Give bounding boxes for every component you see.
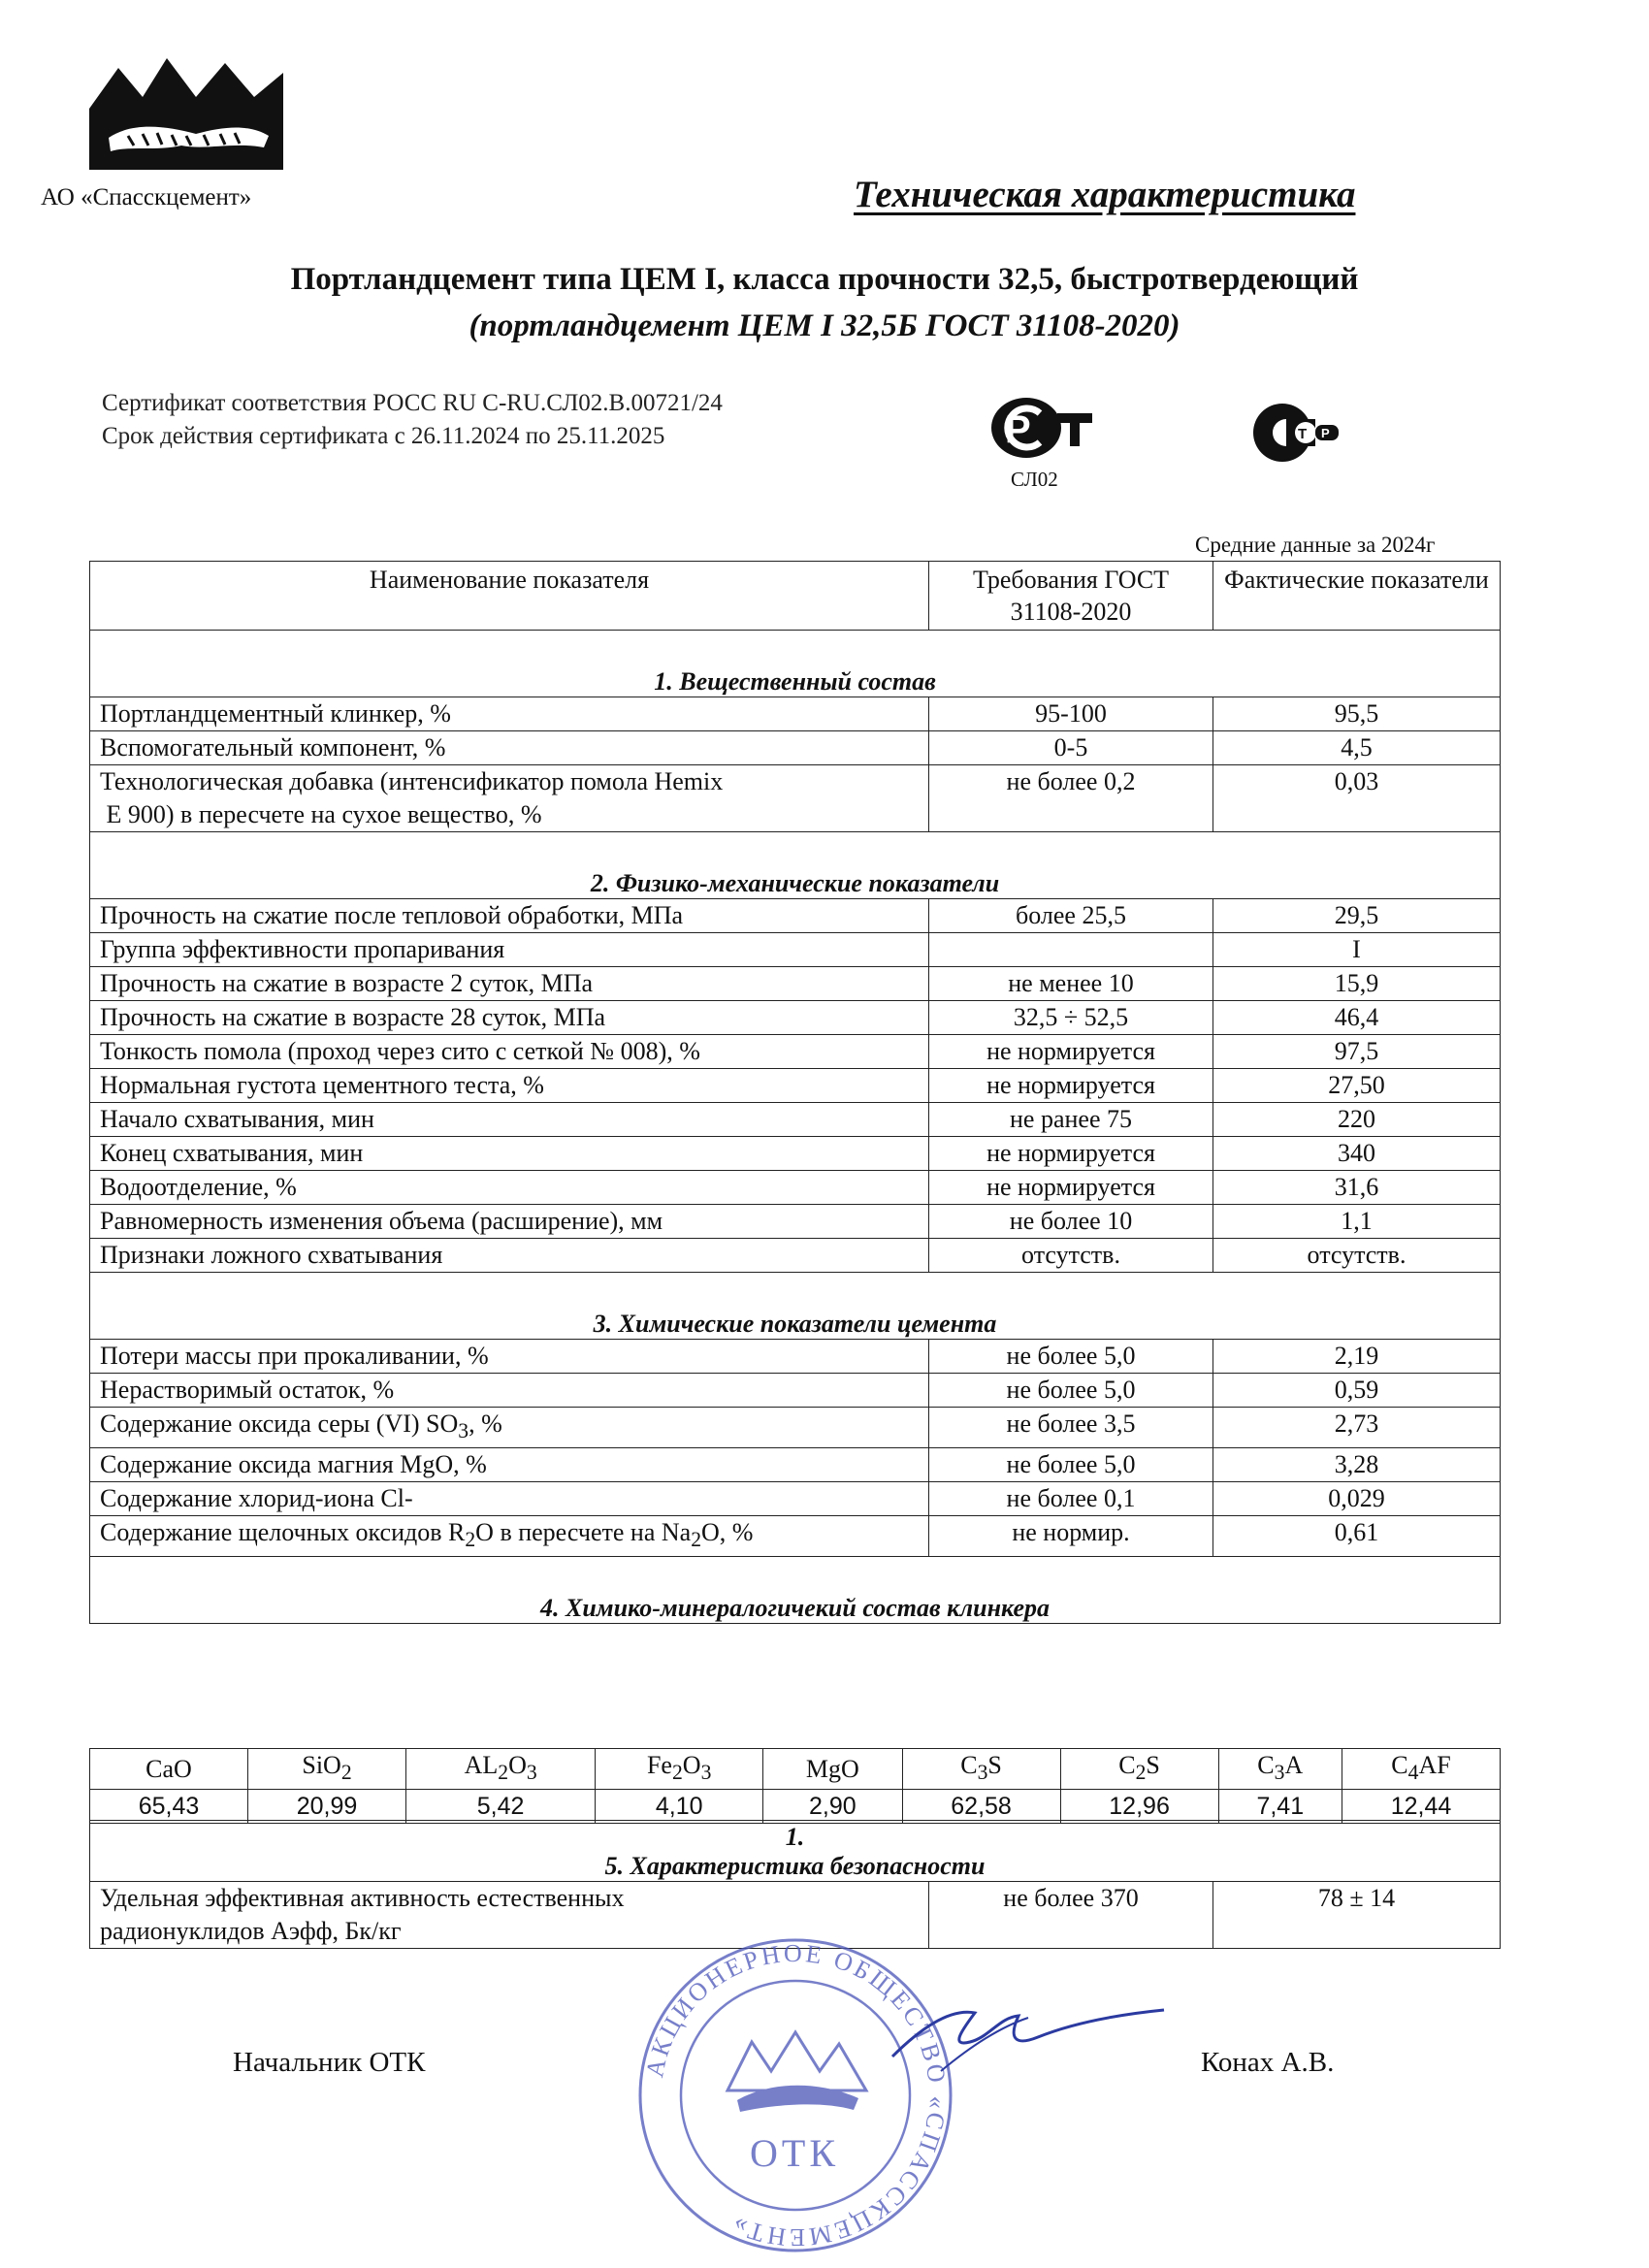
mineral-header — [406, 1749, 596, 1790]
row-requirement: 95-100 — [929, 697, 1213, 731]
row-name: Содержание оксида магния MgO, % — [90, 1448, 929, 1482]
row-requirement — [929, 933, 1213, 967]
mineral-header — [596, 1749, 763, 1790]
mineral-header — [90, 1749, 248, 1790]
mineral-value: 20,99 — [248, 1790, 406, 1824]
table-row — [90, 1137, 1501, 1171]
row-name-line2: E 900) в пересчете на сухое вещество, % — [106, 800, 542, 828]
row-name-part: Содержание оксида серы (VI) SO — [100, 1409, 459, 1438]
table-row — [90, 1408, 1501, 1448]
product-subtitle: (портландцемент ЦЕМ I 32,5Б ГОСТ 31108-2020) — [469, 308, 1180, 343]
formula-part: S — [1146, 1751, 1160, 1779]
svg-text:Р: Р — [1005, 408, 1031, 451]
row-name: Прочность на сжатие в возрасте 28 суток, МПа — [90, 1001, 929, 1035]
row-actual: 97,5 — [1213, 1035, 1501, 1069]
formula-part: S — [987, 1751, 1002, 1779]
product-title: Портландцемент типа ЦЕМ I, класса прочности 32,5, быстротвердеющий — [290, 262, 1359, 297]
row-requirement: не нормируется — [929, 1035, 1213, 1069]
table-row — [90, 1171, 1501, 1205]
mineral-value: 7,41 — [1218, 1790, 1342, 1824]
otk-stamp — [635, 1935, 955, 2255]
table-row — [90, 731, 1501, 765]
row-name: Прочность на сжатие в возрасте 2 суток, МПа — [90, 967, 929, 1001]
row-actual: 78 ± 14 — [1213, 1882, 1501, 1949]
table-row — [90, 1340, 1501, 1374]
subscript: 2 — [498, 1761, 509, 1785]
subscript: 2 — [465, 1528, 476, 1552]
row-actual: 3,28 — [1213, 1448, 1501, 1482]
row-name: Потери массы при прокаливании, % — [90, 1340, 929, 1374]
row-requirement: не более 5,0 — [929, 1374, 1213, 1408]
section-2-header — [90, 832, 1501, 899]
table-row — [90, 765, 1501, 832]
subscript: 3 — [458, 1419, 469, 1443]
company-name: АО «Спасскцемент» — [41, 184, 252, 211]
row-name: Вспомогательный компонент, % — [90, 731, 929, 765]
row-name-line1: Удельная эффективная активность естественных — [100, 1884, 625, 1912]
subscript: 3 — [977, 1761, 988, 1785]
row-name: Нерастворимый остаток, % — [90, 1374, 929, 1408]
row-name-part: O в пересчете на Na — [475, 1518, 692, 1547]
row-name: Портландцементный клинкер, % — [90, 697, 929, 731]
row-actual: 0,61 — [1213, 1516, 1501, 1557]
column-header-name: Наименование показателя — [90, 562, 929, 631]
mineral-header — [1218, 1749, 1342, 1790]
row-requirement: не более 370 — [929, 1882, 1213, 1949]
table-row — [90, 1239, 1501, 1273]
row-name: Тонкость помола (проход через сито с сеткой № 008), % — [90, 1035, 929, 1069]
certificate-number: Сертификат соответствия РОСС RU C-RU.СЛ02.В.00721/24 — [102, 390, 723, 416]
formula-part: O — [508, 1751, 527, 1779]
mineral-composition-table — [89, 1748, 1501, 1824]
row-name: Признаки ложного схватывания — [90, 1239, 929, 1273]
subscript: 2 — [671, 1761, 683, 1785]
mineral-header — [248, 1749, 406, 1790]
row-name-line1: Технологическая добавка (интенсификатор помола Hemix — [100, 767, 724, 795]
row-requirement: не нормируется — [929, 1137, 1213, 1171]
pct-certification-mark-icon — [989, 396, 1096, 460]
row-requirement: не нормируется — [929, 1171, 1213, 1205]
formula-part: C — [1257, 1751, 1275, 1779]
row-actual: 340 — [1213, 1137, 1501, 1171]
formula-part: C — [960, 1751, 978, 1779]
row-actual: 2,19 — [1213, 1340, 1501, 1374]
formula-part: A — [1284, 1751, 1304, 1779]
table-row — [90, 697, 1501, 731]
section-3-header — [90, 1273, 1501, 1340]
row-name-line2: радионуклидов Аэфф, Бк/кг — [100, 1917, 402, 1945]
mineral-value: 65,43 — [90, 1790, 248, 1824]
svg-text:АКЦИОНЕРНОЕ ОБЩЕСТВО «СПАССКЦЕ: АКЦИОНЕРНОЕ ОБЩЕСТВО «СПАССКЦЕМЕНТ» — [640, 1938, 953, 2252]
row-name — [90, 1408, 929, 1448]
mineral-header — [1060, 1749, 1218, 1790]
table-row — [90, 1035, 1501, 1069]
table-header-row — [90, 562, 1501, 631]
section-4-header — [90, 1557, 1501, 1624]
row-requirement: не более 0,2 — [929, 765, 1213, 832]
section-title: 3. Химические показатели цемента — [90, 1273, 1501, 1340]
mineral-value: 12,96 — [1060, 1790, 1218, 1824]
formula-part: C — [1391, 1751, 1408, 1779]
row-name: Группа эффективности пропаривания — [90, 933, 929, 967]
row-actual: 15,9 — [1213, 967, 1501, 1001]
row-name-part: , % — [469, 1409, 502, 1438]
mineral-values-row — [90, 1790, 1501, 1824]
subscript: 3 — [1274, 1761, 1285, 1785]
subscript: 3 — [526, 1761, 537, 1785]
formula-part: O — [682, 1751, 701, 1779]
table-row — [90, 1374, 1501, 1408]
row-name: Конец схватывания, мин — [90, 1137, 929, 1171]
row-requirement: не менее 10 — [929, 967, 1213, 1001]
table-row — [90, 1448, 1501, 1482]
table-row — [90, 1482, 1501, 1516]
row-name — [90, 765, 929, 832]
row-actual: 0,029 — [1213, 1482, 1501, 1516]
row-actual: 220 — [1213, 1103, 1501, 1137]
handwritten-signature — [883, 1989, 1174, 2076]
averages-note: Средние данные за 2024г — [1195, 533, 1436, 557]
row-name — [90, 1516, 929, 1557]
mineral-header — [763, 1749, 902, 1790]
section-title — [90, 1821, 1501, 1882]
svg-text:Р: Р — [1321, 426, 1330, 440]
row-actual: 4,5 — [1213, 731, 1501, 765]
row-actual: I — [1213, 933, 1501, 967]
row-actual: 1,1 — [1213, 1205, 1501, 1239]
mineral-value: 62,58 — [902, 1790, 1060, 1824]
str-certification-mark-icon — [1251, 402, 1341, 464]
formula-part: AF — [1418, 1751, 1451, 1779]
row-name: Нормальная густота цементного теста, % — [90, 1069, 929, 1103]
subscript: 2 — [1135, 1761, 1147, 1785]
row-name: Прочность на сжатие после тепловой обработки, МПа — [90, 899, 929, 933]
mineral-value: 12,44 — [1342, 1790, 1500, 1824]
table-row — [90, 1516, 1501, 1557]
specification-table — [89, 561, 1501, 1624]
signatory-name: Конах А.В. — [1201, 2047, 1335, 2078]
row-actual: отсутств. — [1213, 1239, 1501, 1273]
table-row — [90, 1001, 1501, 1035]
row-requirement: не ранее 75 — [929, 1103, 1213, 1137]
subscript: 3 — [700, 1761, 712, 1785]
row-name-part: Содержание щелочных оксидов R — [100, 1518, 466, 1547]
row-requirement: не нормируется — [929, 1069, 1213, 1103]
row-actual: 29,5 — [1213, 899, 1501, 933]
row-name: Водоотделение, % — [90, 1171, 929, 1205]
row-actual: 46,4 — [1213, 1001, 1501, 1035]
row-actual: 0,03 — [1213, 765, 1501, 832]
row-requirement: не нормир. — [929, 1516, 1213, 1557]
certification-body-code: СЛ02 — [1011, 468, 1058, 491]
section-title-text: 5. Характеристика безопасности — [604, 1852, 986, 1880]
column-header-requirements: Требования ГОСТ 31108-2020 — [929, 562, 1213, 631]
table-row — [90, 933, 1501, 967]
column-header-actual: Фактические показатели — [1213, 562, 1501, 631]
svg-text:ОТК: ОТК — [750, 2131, 839, 2175]
formula-part: Fe — [646, 1751, 672, 1779]
row-requirement: не более 3,5 — [929, 1408, 1213, 1448]
section-title: 2. Физико-механические показатели — [90, 832, 1501, 899]
section-pre-number: 1. — [785, 1823, 805, 1851]
row-requirement: не более 5,0 — [929, 1448, 1213, 1482]
table-row — [90, 1069, 1501, 1103]
row-actual: 31,6 — [1213, 1171, 1501, 1205]
formula-part: C — [1118, 1751, 1136, 1779]
formula-part: CaO — [146, 1754, 192, 1783]
row-name: Равномерность изменения объема (расширение), мм — [90, 1205, 929, 1239]
subscript: 2 — [340, 1761, 352, 1785]
section-1-header — [90, 631, 1501, 697]
svg-text:Т: Т — [1298, 426, 1308, 442]
safety-table — [89, 1820, 1501, 1949]
mineral-header — [1342, 1749, 1500, 1790]
row-name-part: O, % — [701, 1518, 754, 1547]
formula-part: MgO — [805, 1754, 859, 1783]
table-row — [90, 899, 1501, 933]
certificate-validity: Срок действия сертификата с 26.11.2024 по 25.11.2025 — [102, 423, 665, 449]
row-actual: 95,5 — [1213, 697, 1501, 731]
mineral-header — [902, 1749, 1060, 1790]
row-requirement: не более 5,0 — [929, 1340, 1213, 1374]
section-title: 4. Химико-минералогичекий состав клинкера — [90, 1557, 1501, 1624]
section-5-header — [90, 1821, 1501, 1882]
subscript: 4 — [1407, 1761, 1419, 1785]
row-requirement: 0-5 — [929, 731, 1213, 765]
row-actual: 2,73 — [1213, 1408, 1501, 1448]
table-row — [90, 1103, 1501, 1137]
row-requirement: 32,5 ÷ 52,5 — [929, 1001, 1213, 1035]
row-actual: 27,50 — [1213, 1069, 1501, 1103]
row-requirement: не более 0,1 — [929, 1482, 1213, 1516]
subscript: 2 — [691, 1528, 702, 1552]
table-row — [90, 1205, 1501, 1239]
row-requirement: отсутств. — [929, 1239, 1213, 1273]
table-row — [90, 967, 1501, 1001]
mineral-value: 5,42 — [406, 1790, 596, 1824]
formula-part: AL — [464, 1751, 499, 1779]
company-logo — [89, 58, 283, 170]
row-requirement: более 25,5 — [929, 899, 1213, 933]
mineral-value: 4,10 — [596, 1790, 763, 1824]
row-requirement: не более 10 — [929, 1205, 1213, 1239]
document-title: Техническая характеристика — [854, 174, 1356, 215]
mineral-value: 2,90 — [763, 1790, 902, 1824]
section-title: 1. Вещественный состав — [90, 631, 1501, 697]
formula-part: SiO — [302, 1751, 341, 1779]
signatory-role: Начальник ОТК — [233, 2047, 426, 2078]
row-actual: 0,59 — [1213, 1374, 1501, 1408]
row-name: Начало схватывания, мин — [90, 1103, 929, 1137]
mineral-header-row — [90, 1749, 1501, 1790]
row-name: Содержание хлорид-иона Cl- — [90, 1482, 929, 1516]
